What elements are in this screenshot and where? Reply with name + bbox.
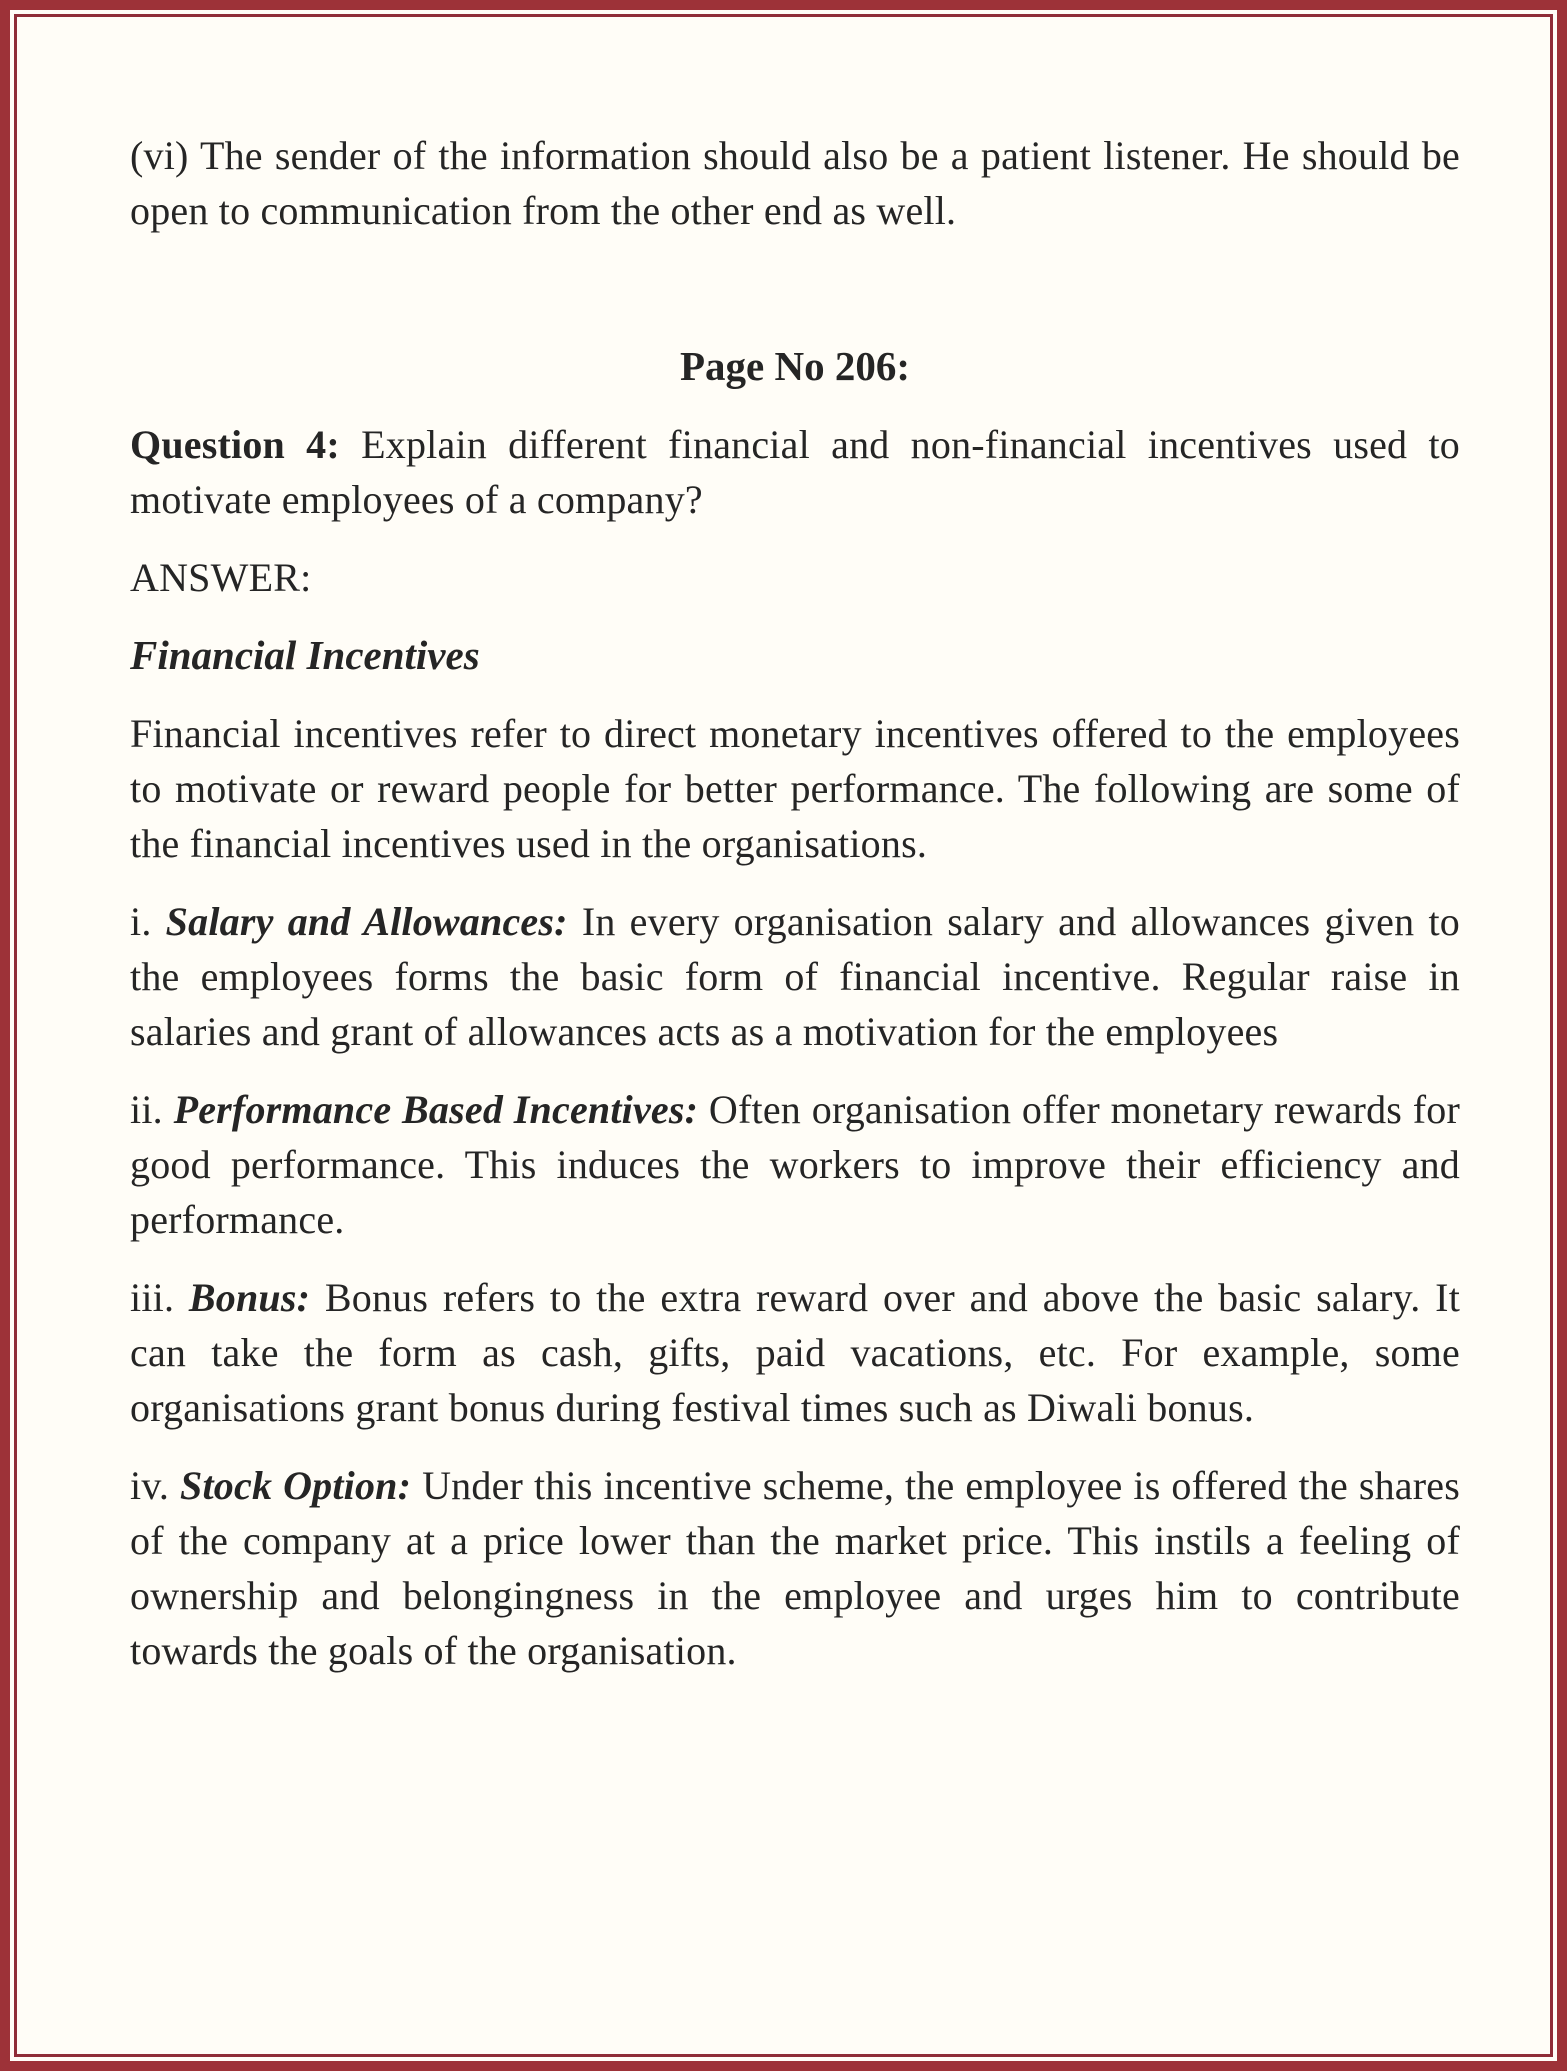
item-number: ii. (130, 1087, 163, 1132)
item-text: Often organisation offer monetary rewards for good performance. This induces the workers to improve their efficiency and performance. (130, 1087, 1461, 1242)
document-content (130, 128, 1460, 1701)
question-text: Explain different financial and non-financial incentives used to motivate employees of a company? (130, 422, 1460, 522)
item-title: Performance Based Incentives: (173, 1087, 699, 1132)
intro-paragraph: (vi) The sender of the information should also be a patient listener. He should be open to communication from the other end as well. (130, 133, 1460, 233)
item-title: Bonus: (188, 1275, 311, 1320)
item-text: Bonus refers to the extra reward over and above the basic salary. It can take the form as cash, gifts, paid vacations, etc. For example, some organisations grant bonus during festival times such as Diwali bonus. (130, 1275, 1461, 1430)
item-number: i. (130, 899, 152, 944)
item-title: Stock Option: (180, 1463, 412, 1508)
item-text: Under this incentive scheme, the employee is offered the shares of the company at a price lower than the market price. This instils a feeling of ownership and belongingness in the employee and urges him to contribute towards the goals of the organisation. (130, 1463, 1460, 1673)
answer-label: ANSWER: (130, 555, 312, 600)
section-heading: Financial Incentives (130, 632, 480, 678)
item-number: iv. (130, 1463, 170, 1508)
item-title: Salary and Allowances: (165, 899, 568, 944)
question-paragraph (130, 417, 1460, 527)
page-number-heading: Page No 206: (679, 343, 910, 389)
section-intro-paragraph: Financial incentives refer to direct monetary incentives offered to the employees to motivate or reward people for better performance. The following are some of the financial incentives used in the organisations. (130, 711, 1460, 866)
item-text: In every organisation salary and allowances given to the employees forms the basic form of financial incentive. Regular raise in salaries and grant of allowances acts as a motivation for the employees (130, 899, 1460, 1054)
incentive-item-bonus (130, 1270, 1460, 1435)
question-label: Question 4: (130, 422, 340, 467)
incentive-item-salary (130, 894, 1460, 1059)
incentive-item-stock-option (130, 1458, 1460, 1678)
item-number: iii. (130, 1275, 175, 1320)
incentive-item-performance (130, 1082, 1460, 1247)
